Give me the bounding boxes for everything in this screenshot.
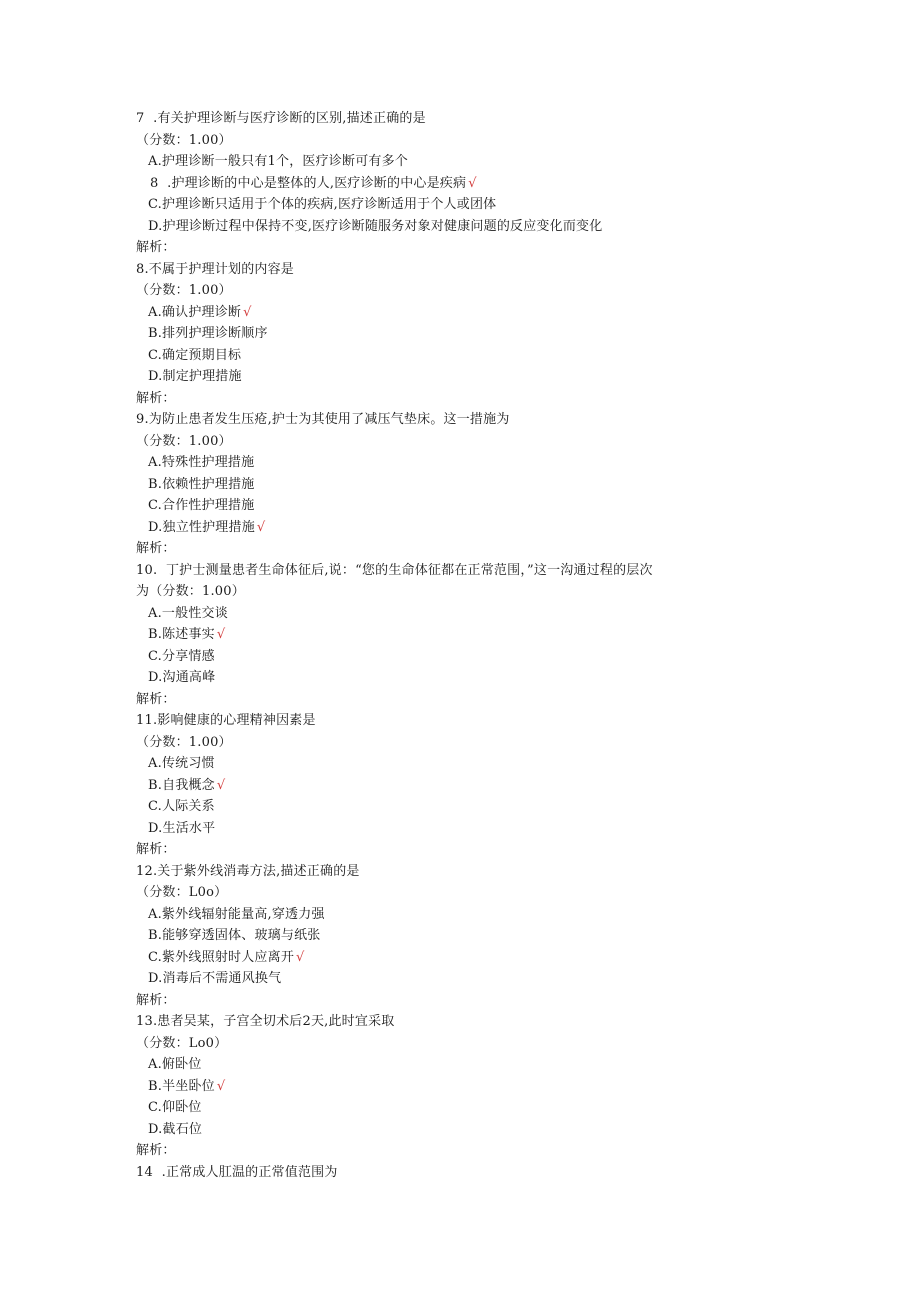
answer-option [136, 947, 756, 969]
question-stem-text: 14 .正常成人肛温的正常值范围为 [136, 1164, 338, 1180]
answer-option-text: A.传统习惯 [148, 756, 215, 771]
answer-option [136, 173, 756, 195]
answer-option-text: B.排列护理诊断顺序 [148, 326, 268, 341]
question-stem-text: 10. 丁护士测量患者生命体征后,说：“您的生命体征都在正常范围，”这一沟通过程的层次 [136, 562, 653, 578]
answer-option-text: C.人际关系 [148, 799, 215, 814]
answer-option-text: D.护理诊断过程中保持不变,医疗诊断随服务对象对健康问题的反应变化而变化 [148, 218, 603, 234]
answer-option [136, 796, 756, 818]
answer-option-text: A.一般性交谈 [148, 605, 228, 621]
analysis-label-text: 解析： [136, 541, 176, 556]
answer-option [136, 775, 756, 797]
analysis-label [136, 990, 756, 1012]
analysis-label [136, 1140, 756, 1162]
correct-answer-check-icon: √ [216, 1078, 226, 1094]
answer-option-text: A.护理诊断一般只有1个，医疗诊断可有多个 [148, 154, 408, 169]
question-score-text: （分数：L0o） [136, 885, 228, 900]
answer-option-text: A.特殊性护理措施 [148, 455, 255, 470]
question-score [136, 1033, 756, 1055]
answer-option [136, 603, 756, 625]
answer-option-text: C.仰卧位 [148, 1100, 202, 1115]
correct-answer-check-icon: √ [468, 175, 477, 191]
answer-option [136, 302, 756, 324]
answer-option [136, 517, 756, 539]
answer-option [136, 904, 756, 926]
answer-option [136, 1054, 756, 1076]
question-stem [136, 409, 756, 431]
question-stem [136, 1162, 756, 1184]
question-score-text: （分数：1.00） [136, 433, 232, 449]
question-stem [136, 1011, 756, 1033]
question-score-text: （分数：1.00） [136, 132, 232, 148]
analysis-label [136, 538, 756, 560]
answer-option [136, 323, 756, 345]
question-stem [136, 108, 756, 130]
answer-option-text: D.生活水平 [148, 820, 216, 836]
analysis-label-text: 解析： [136, 390, 176, 406]
answer-option-text: A.紫外线辐射能量高,穿透力强 [148, 906, 325, 922]
question-stem-text: 8.不属于护理计划的内容是 [136, 261, 295, 277]
answer-option [136, 345, 756, 367]
answer-option [136, 452, 756, 474]
answer-option [136, 1119, 756, 1141]
answer-option [136, 925, 756, 947]
answer-option-text: B.陈述事实 [148, 627, 215, 642]
exam-document [136, 108, 756, 1183]
question-score-text: （分数：1.00） [136, 283, 232, 298]
answer-option [136, 495, 756, 517]
question-score [136, 130, 756, 152]
answer-option-text: C.合作性护理措施 [148, 498, 255, 513]
question-stem [136, 560, 756, 582]
correct-answer-check-icon: √ [216, 627, 226, 642]
answer-option-text: D.消毒后不需通风换气 [148, 971, 282, 986]
answer-option-text: A.确认护理诊断 [148, 304, 242, 320]
analysis-label [136, 237, 756, 259]
question-score-text: （分数：Lo0） [136, 1035, 228, 1051]
answer-option [136, 753, 756, 775]
answer-option-text: D.沟通高峰 [148, 670, 216, 685]
answer-option-text: B.半坐卧位 [148, 1078, 215, 1094]
answer-option [136, 968, 756, 990]
answer-option [136, 194, 756, 216]
analysis-label [136, 839, 756, 861]
question-stem-continued [136, 581, 756, 603]
correct-answer-check-icon: √ [216, 777, 226, 793]
answer-option [136, 667, 756, 689]
analysis-label [136, 689, 756, 711]
answer-option [136, 151, 756, 173]
answer-option-text: D.独立性护理措施 [148, 519, 255, 535]
analysis-label [136, 388, 756, 410]
answer-option [136, 1097, 756, 1119]
question-stem-text: 12.关于紫外线消毒方法,描述正确的是 [136, 863, 360, 879]
question-stem-text: 9.为防止患者发生压疮,护士为其使用了减压气垫床。这一措施为 [136, 412, 510, 427]
question-score [136, 431, 756, 453]
question-stem [136, 259, 756, 281]
answer-option-text: D.制定护理措施 [148, 369, 242, 384]
answer-option [136, 216, 756, 238]
answer-option-text: D.截石位 [148, 1121, 203, 1137]
answer-option-text: 8 .护理诊断的中心是整体的人,医疗诊断的中心是疾病 [150, 175, 467, 191]
question-score [136, 280, 756, 302]
question-stem-text: 13.患者吴某，子宫全切术后2天,此时宜采取 [136, 1014, 395, 1029]
question-stem [136, 710, 756, 732]
correct-answer-check-icon: √ [243, 304, 252, 320]
question-score [136, 882, 756, 904]
answer-option-text: A.俯卧位 [148, 1057, 202, 1072]
answer-option [136, 646, 756, 668]
question-stem [136, 861, 756, 883]
answer-option-text: B.能够穿透固体、玻璃与纸张 [148, 928, 321, 943]
analysis-label-text: 解析： [136, 691, 176, 707]
answer-option [136, 474, 756, 496]
analysis-label-text: 解析： [136, 1143, 176, 1158]
analysis-label-text: 解析： [136, 842, 176, 857]
answer-option-text: B.自我概念 [148, 777, 215, 793]
question-score-text: （分数：1.00） [136, 734, 232, 750]
answer-option-text: C.确定预期目标 [148, 347, 242, 363]
answer-option [136, 818, 756, 840]
correct-answer-check-icon: √ [296, 949, 305, 965]
answer-option [136, 1076, 756, 1098]
question-stem-continued-text: 为（分数：1.00） [136, 584, 245, 599]
question-stem-text: 11.影响健康的心理精神因素是 [136, 713, 316, 728]
answer-option-text: B.依赖性护理措施 [148, 476, 255, 492]
analysis-label-text: 解析： [136, 240, 176, 255]
analysis-label-text: 解析： [136, 992, 176, 1008]
answer-option-text: C.护理诊断只适用于个体的疾病,医疗诊断适用于个人或团体 [148, 197, 497, 212]
answer-option [136, 624, 756, 646]
answer-option [136, 366, 756, 388]
answer-option-text: C.紫外线照射时人应离开 [148, 949, 295, 965]
answer-option-text: C.分享情感 [148, 648, 215, 664]
question-stem-text: 7 .有关护理诊断与医疗诊断的区别,描述正确的是 [136, 111, 426, 126]
correct-answer-check-icon: √ [256, 519, 266, 535]
question-score [136, 732, 756, 754]
